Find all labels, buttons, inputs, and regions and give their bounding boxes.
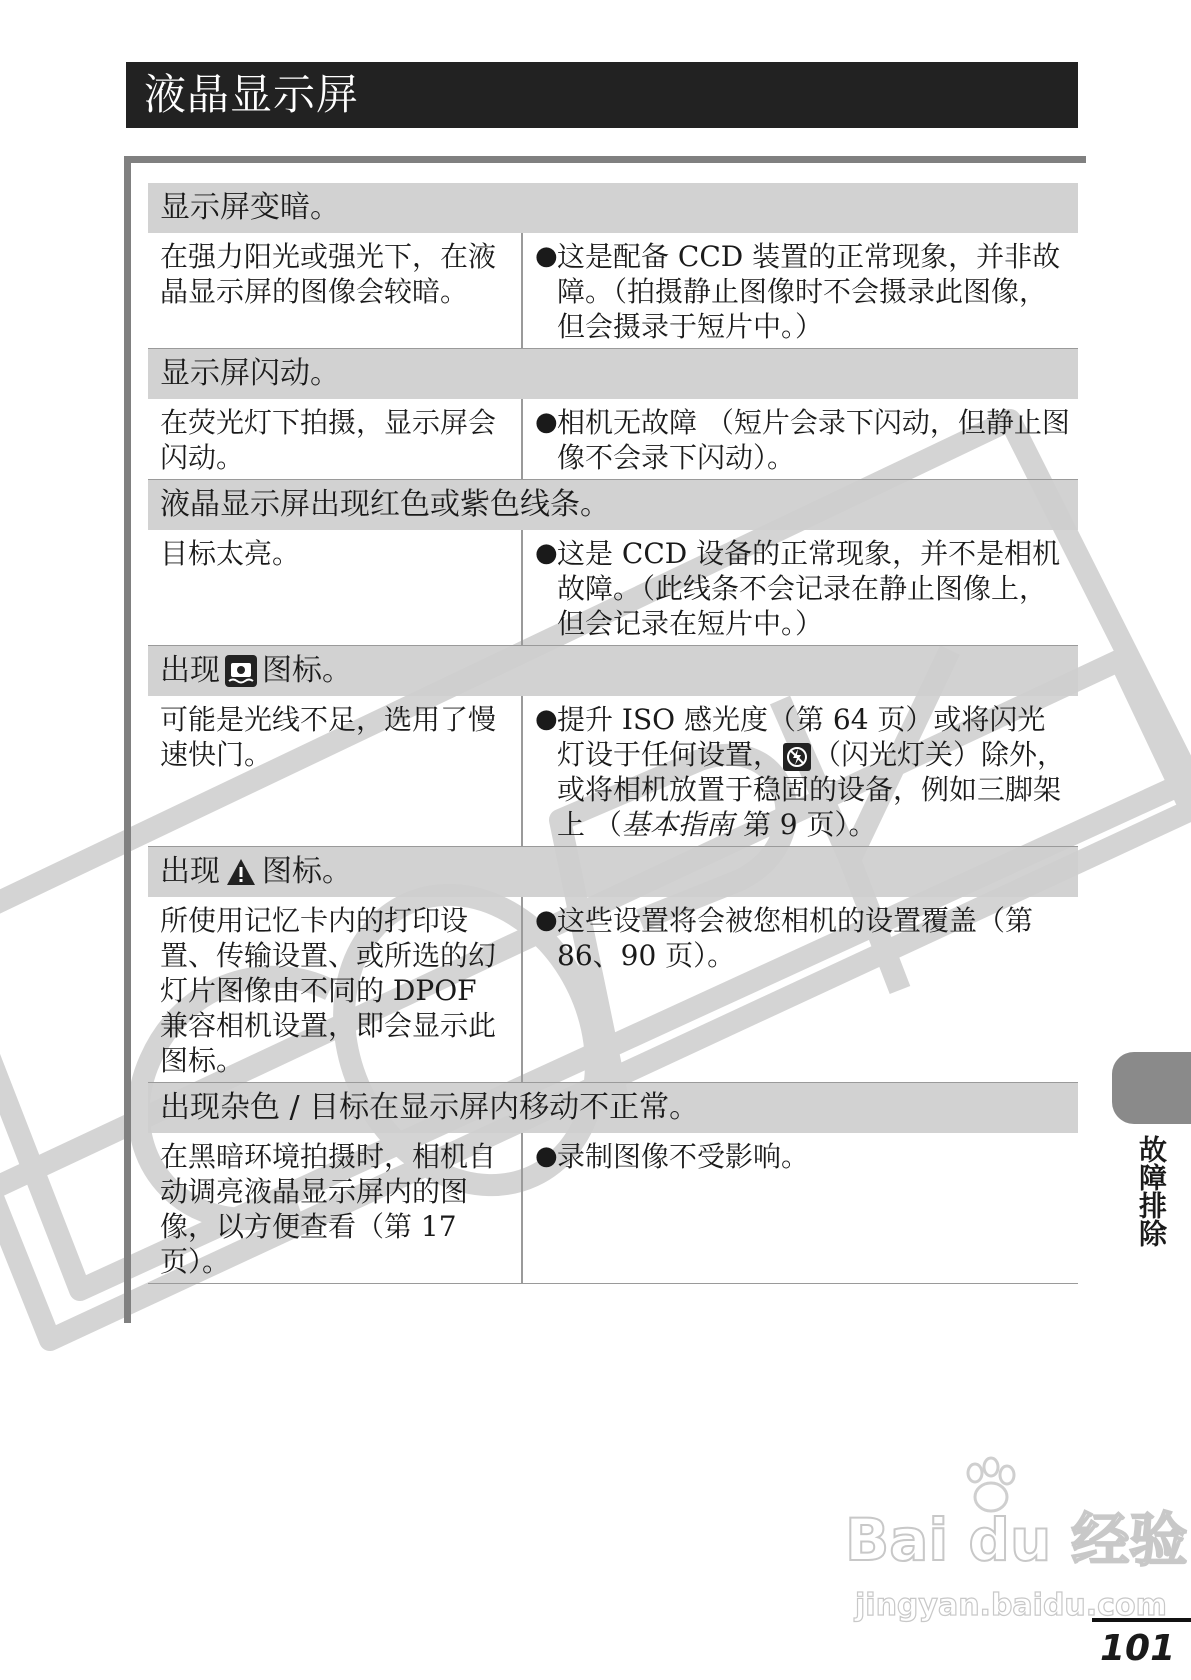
chapter-tab [1112, 1052, 1191, 1124]
remedy-cell [523, 399, 1078, 479]
problem-row [148, 1133, 1078, 1284]
remedy-text: 这是 CCD 设备的正常现象，并不是相机故障。（此线条不会记录在静止图像上，但会记录在短片中。） [557, 537, 1061, 640]
cause-cell: 可能是光线不足，选用了慢速快门。 [148, 696, 523, 846]
remedy-cell [523, 530, 1078, 645]
title-bar [126, 62, 1078, 128]
problem-heading-text-end: 图标。 [262, 854, 352, 889]
problem-row [148, 233, 1078, 349]
remedy-text: 这些设置将会被您相机的设置覆盖（第 86、90 页）。 [557, 904, 1034, 972]
problem-heading-text: 出现 [160, 653, 220, 688]
warning-triangle-icon [224, 855, 258, 889]
remedy-text [557, 702, 1070, 842]
problem-heading [148, 1083, 1078, 1133]
problem-heading-text-end: 图标。 [262, 653, 352, 688]
problem-heading [148, 183, 1078, 233]
baidu-watermark: Bai du 经验 [845, 1506, 1188, 1574]
problem-heading [148, 646, 1078, 696]
cause-cell: 目标太亮。 [148, 530, 523, 645]
remedy-cell [523, 233, 1078, 348]
remedy-cell [523, 1133, 1078, 1283]
cause-cell: 所使用记忆卡内的打印设置、传输设置、或所选的幻灯片图像由不同的 DPOF 兼容相机设置，即会显示此图标。 [148, 897, 523, 1082]
remedy-text-part: 第 9 页）。 [733, 808, 877, 841]
problem-heading [148, 847, 1078, 897]
troubleshooting-table [148, 183, 1078, 1284]
remedy-text: 相机无故障 （短片会录下闪动，但静止图像不会录下闪动）。 [557, 406, 1070, 474]
bullet: ● [535, 905, 558, 935]
flash-off-icon [783, 743, 811, 771]
page-title: 液晶显示屏 [144, 70, 360, 119]
problem-heading-text: 液晶显示屏出现红色或紫色线条。 [160, 487, 610, 522]
problem-heading [148, 349, 1078, 399]
bullet: ● [535, 407, 558, 437]
guide-reference: 基本指南 [621, 808, 734, 841]
cause-cell: 在黑暗环境拍摄时，相机自动调亮液晶显示屏内的图像，以方便查看（第 17 页）。 [148, 1133, 523, 1283]
remedy-cell [523, 897, 1078, 1082]
bullet: ● [535, 538, 558, 568]
problem-heading-text: 显示屏闪动。 [160, 356, 340, 391]
remedy-text: 这是配备 CCD 装置的正常现象，并非故障。（拍摄静止图像时不会摄录此图像，但会摄录于短片中。） [557, 240, 1061, 343]
remedy-text: 录制图像不受影响。 [557, 1140, 810, 1173]
problem-heading [148, 480, 1078, 530]
problem-row [148, 897, 1078, 1083]
camera-shake-icon [224, 654, 258, 688]
chapter-tab-label: 故障排除 [1135, 1135, 1168, 1247]
page-number: 101 [1100, 1628, 1176, 1669]
problem-row [148, 696, 1078, 847]
remedy-text-part: 提升 ISO 感光度（第 64 页）或将闪光灯设于任何设置， [557, 703, 1046, 771]
problem-heading-text: 出现 [160, 854, 220, 889]
baidu-watermark-url: jingyan.baidu.com [855, 1588, 1167, 1623]
problem-heading-text: 显示屏变暗。 [160, 190, 340, 225]
problem-heading-text: 出现杂色 / 目标在显示屏内移动不正常。 [160, 1090, 700, 1125]
remedy-cell [523, 696, 1078, 846]
bullet: ● [535, 241, 558, 271]
problem-row [148, 399, 1078, 480]
bullet: ● [535, 1141, 558, 1171]
remedy-text-part: （闪光灯关）除外，或将相机放置于稳固的设备，例如三脚架上 （ [557, 738, 1066, 841]
problem-row [148, 530, 1078, 646]
cause-cell: 在荧光灯下拍摄，显示屏会闪动。 [148, 399, 523, 479]
cause-cell: 在强力阳光或强光下，在液晶显示屏的图像会较暗。 [148, 233, 523, 348]
bullet: ● [535, 704, 558, 734]
